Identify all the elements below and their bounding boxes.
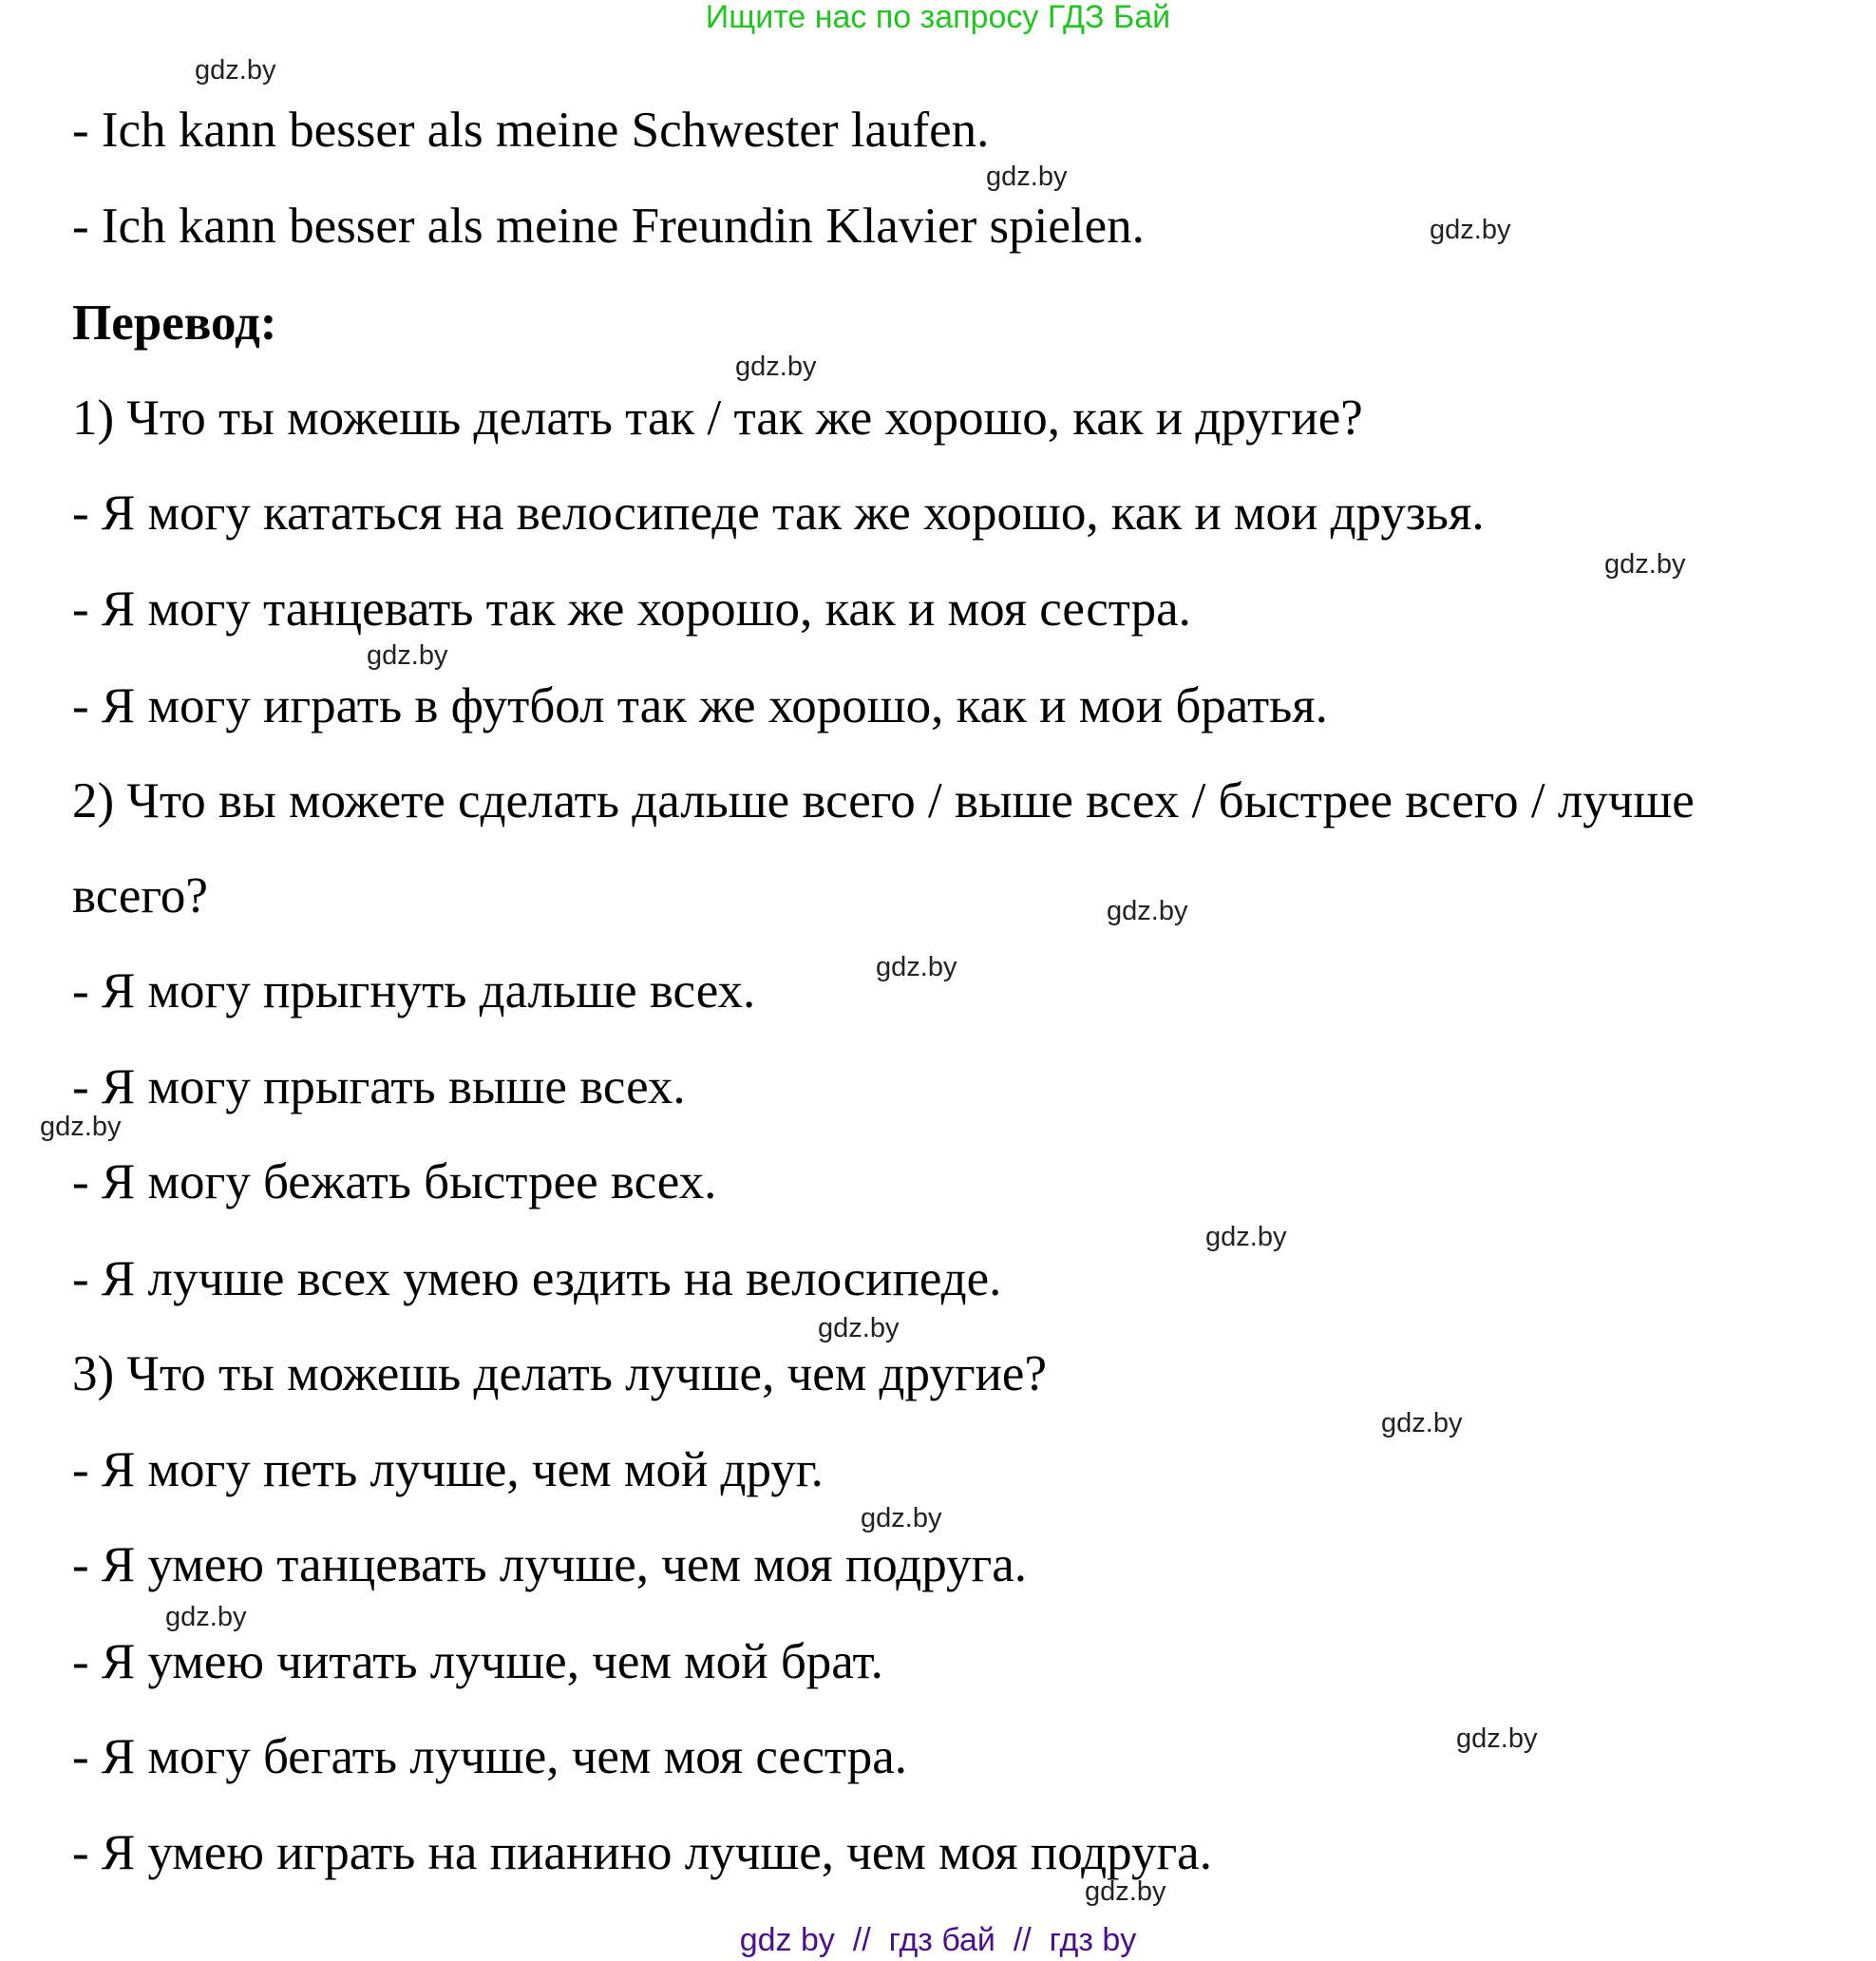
watermark: gdz.by [1604, 549, 1686, 580]
promo-header: Ищите нас по запросу ГДЗ Бай [705, 0, 1171, 35]
watermark: gdz.by [986, 162, 1068, 192]
text-line: - Ich kann besser als meine Schwester laufen. [72, 103, 990, 158]
section-heading: Перевод: [72, 295, 277, 351]
text-line: - Я умею танцевать лучше, чем моя подруга. [72, 1537, 1028, 1592]
watermark: gdz.by [1107, 896, 1188, 926]
text-line: - Я умею играть на пианино лучше, чем моя подруга. [72, 1825, 1212, 1880]
text-line: 3) Что ты можешь делать лучше, чем другие? [72, 1346, 1047, 1401]
watermark: gdz.by [165, 1602, 247, 1632]
watermark: gdz.by [861, 1503, 942, 1533]
text-line: - Я могу прыгнуть дальше всех. [72, 963, 756, 1019]
watermark: gdz.by [1085, 1876, 1166, 1907]
watermark: gdz.by [367, 640, 448, 671]
text-line: - Я могу бежать быстрее всех. [72, 1154, 717, 1209]
text-line: - Я могу играть в футбол так же хорошо, как и мои братья. [72, 678, 1328, 733]
text-line: 1) Что ты можешь делать так / так же хорошо, как и другие? [72, 390, 1363, 446]
text-line: - Я лучше всех умею ездить на велосипеде. [72, 1251, 1002, 1306]
text-line: - Я могу танцевать так же хорошо, как и моя сестра. [72, 581, 1191, 637]
text-line: - Я могу бегать лучше, чем моя сестра. [72, 1729, 907, 1784]
watermark: gdz.by [1456, 1723, 1538, 1754]
watermark: gdz.by [1381, 1408, 1463, 1438]
watermark: gdz.by [818, 1313, 900, 1343]
watermark: gdz.by [1430, 215, 1511, 245]
footer-links: gdz by // гдз бай // гдз by [739, 1922, 1137, 1958]
watermark: gdz.by [876, 952, 957, 982]
text-line: - Я могу кататься на велосипеде так же хорошо, как и мои друзья. [72, 485, 1485, 541]
text-line: - Я умею читать лучше, чем мой брат. [72, 1634, 883, 1689]
text-line: 2) Что вы можете сделать дальше всего / выше всех / быстрее всего / лучше [72, 773, 1695, 828]
text-line: - Я могу петь лучше, чем мой друг. [72, 1442, 824, 1497]
text-line: - Я могу прыгать выше всех. [72, 1059, 686, 1114]
watermark: gdz.by [195, 55, 276, 86]
watermark: gdz.by [735, 352, 817, 382]
text-line: - Ich kann besser als meine Freundin Klavier spielen. [72, 199, 1145, 254]
watermark: gdz.by [40, 1112, 122, 1142]
text-line: всего? [72, 868, 208, 923]
watermark: gdz.by [1205, 1222, 1287, 1252]
